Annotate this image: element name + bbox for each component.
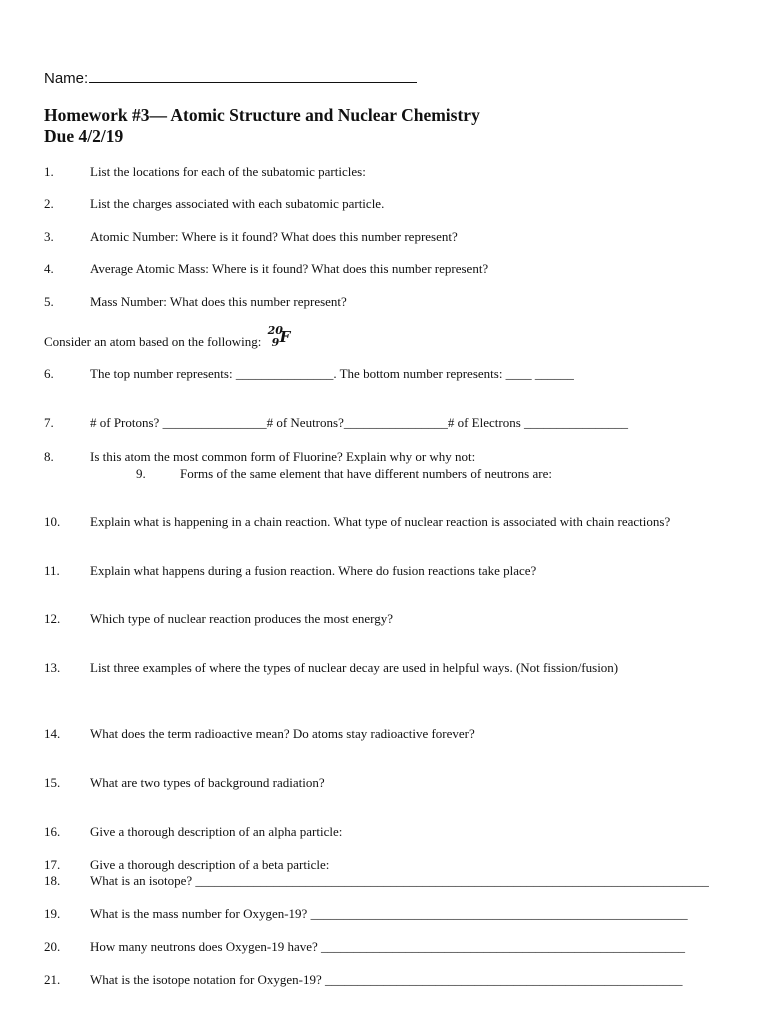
question-number: 14.: [44, 726, 61, 741]
question-text: Mass Number: What does this number represent?: [90, 294, 347, 309]
question-text: Explain what happens during a fusion reaction. Where do fusion reactions take place?: [90, 563, 537, 578]
question-number: 15.: [44, 775, 61, 790]
question-number: 10.: [44, 514, 61, 529]
question-text: List the charges associated with each subatomic particle.: [90, 196, 385, 211]
question-text: Give a thorough description of a beta particle:: [90, 857, 330, 872]
question-number: 19.: [44, 906, 61, 921]
question-number: 5.: [44, 294, 54, 309]
title-due-date: Due 4/2/19: [44, 126, 124, 146]
title-line1: Homework #3— Atomic Structure and Nuclear Chemistry: [44, 105, 480, 125]
question-number: 16.: [44, 824, 61, 839]
question-text: List the locations for each of the subatomic particles:: [90, 164, 366, 179]
question-text: Explain what is happening in a chain reaction. What type of nuclear reaction is associated with chain reactions?: [90, 514, 671, 529]
question-number: 8.: [44, 449, 54, 464]
question-number: 21.: [44, 972, 61, 987]
question-text: Which type of nuclear reaction produces the most energy?: [90, 611, 393, 626]
question-number: 3.: [44, 229, 54, 244]
question-number: 1.: [44, 164, 54, 179]
question-text: What does the term radioactive mean? Do atoms stay radioactive forever?: [90, 726, 475, 741]
question-number: 4.: [44, 261, 54, 276]
question-text: # of Protons? ________________# of Neutrons?________________# of Electrons ________________: [90, 415, 629, 430]
isotope-symbol: F: [279, 328, 291, 346]
isotope-mass-number: 20: [267, 324, 283, 337]
question-text: How many neutrons does Oxygen-19 have? ________________________________________________________: [90, 939, 686, 954]
question-number: 11.: [44, 563, 60, 578]
question-text: Atomic Number: Where is it found? What does this number represent?: [90, 229, 458, 244]
question-number: 2.: [44, 196, 54, 211]
question-text: What are two types of background radiation?: [90, 775, 325, 790]
name-blank[interactable]: [89, 68, 417, 83]
question-text: Is this atom the most common form of Fluorine? Explain why or why not:: [90, 449, 476, 464]
question-text: What is the isotope notation for Oxygen-19? _______________________________________________________: [90, 972, 683, 987]
question-number: 18.: [44, 873, 61, 888]
isotope-atomic-number: 9: [271, 336, 280, 349]
isotope-notation: [267, 324, 292, 350]
question-text: Average Atomic Mass: Where is it found? What does this number represent?: [90, 261, 489, 276]
question-number: 20.: [44, 939, 61, 954]
question-text: List three examples of where the types of nuclear decay are used in helpful ways. (Not fission/fusion): [90, 660, 619, 675]
question-number: 7.: [44, 415, 54, 430]
question-9: [136, 466, 552, 482]
question-text: The top number represents: _______________. The bottom number represents: ____ ______: [90, 366, 574, 381]
page-title: [44, 105, 480, 147]
consider-atom-line: [44, 324, 292, 350]
question-number: 13.: [44, 660, 61, 675]
question-number: 12.: [44, 611, 61, 626]
question-number: 9.: [136, 466, 146, 481]
question-text: What is the mass number for Oxygen-19? __________________________________________________________: [90, 906, 688, 921]
name-field: [44, 68, 417, 87]
question-number: 6.: [44, 366, 54, 381]
question-text: Give a thorough description of an alpha particle:: [90, 824, 343, 839]
consider-text: Consider an atom based on the following:: [44, 334, 262, 349]
question-text: Forms of the same element that have different numbers of neutrons are:: [180, 466, 552, 481]
name-label: Name:: [44, 70, 89, 87]
question-number: 17.: [44, 857, 61, 872]
question-text: What is an isotope? _______________________________________________________________________________: [90, 873, 709, 888]
